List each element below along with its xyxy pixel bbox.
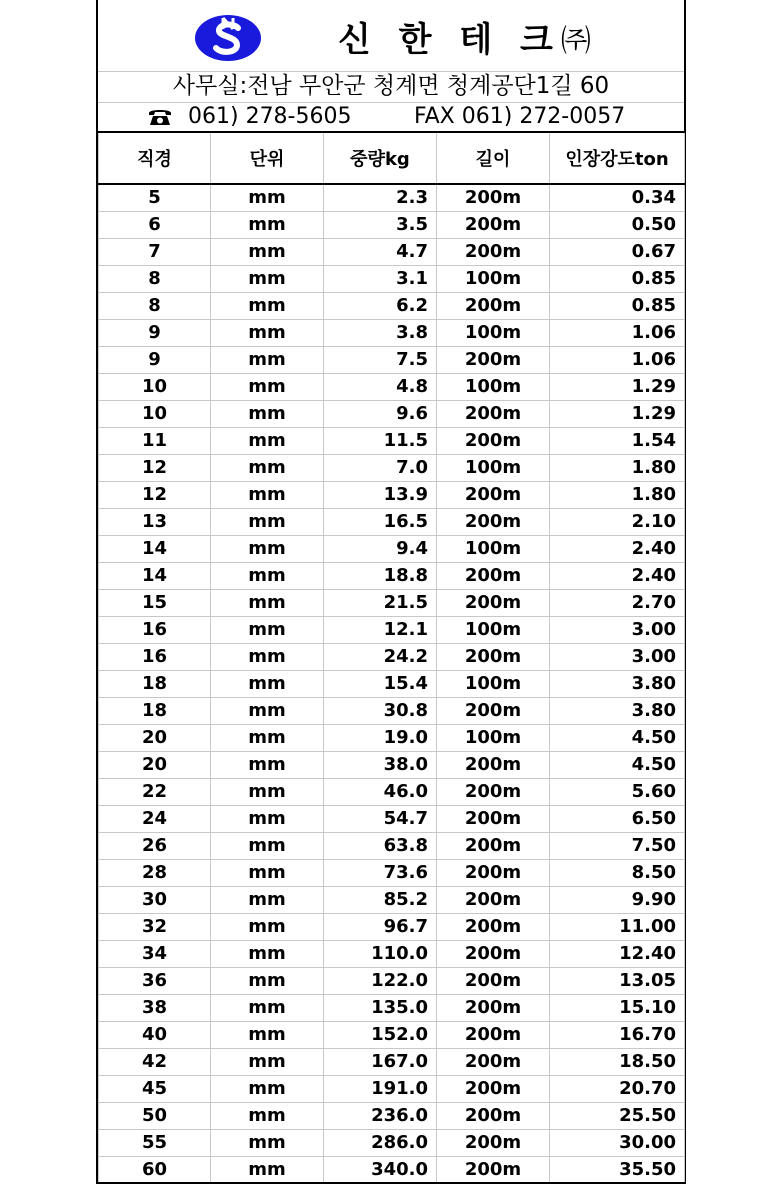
cell-tensile-strength: 0.85	[550, 292, 685, 319]
table-body	[99, 184, 685, 1183]
cell-unit: mm	[211, 886, 324, 913]
cell-tensile-strength: 4.50	[550, 724, 685, 751]
cell-unit: mm	[211, 913, 324, 940]
cell-weight: 11.5	[324, 427, 437, 454]
cell-tensile-strength: 5.60	[550, 778, 685, 805]
header-diameter: 직경	[99, 132, 211, 184]
table-row	[99, 1048, 685, 1075]
fax-number: FAX 061) 272-0057	[414, 104, 626, 129]
table-row	[99, 670, 685, 697]
company-name	[338, 12, 591, 61]
table-row	[99, 481, 685, 508]
cell-weight: 3.5	[324, 211, 437, 238]
cell-length: 100m	[437, 373, 550, 400]
header-tensile-strength: 인장강도ton	[550, 132, 685, 184]
cell-tensile-strength: 35.50	[550, 1156, 685, 1183]
spec-table	[98, 131, 685, 1184]
cell-weight: 96.7	[324, 913, 437, 940]
cell-weight: 4.7	[324, 238, 437, 265]
cell-length: 200m	[437, 427, 550, 454]
cell-length: 200m	[437, 211, 550, 238]
cell-tensile-strength: 20.70	[550, 1075, 685, 1102]
table-row	[99, 859, 685, 886]
cell-weight: 85.2	[324, 886, 437, 913]
cell-length: 100m	[437, 670, 550, 697]
cell-diameter: 20	[99, 751, 211, 778]
cell-diameter: 34	[99, 940, 211, 967]
cell-unit: mm	[211, 1102, 324, 1129]
table-row	[99, 616, 685, 643]
cell-tensile-strength: 1.29	[550, 400, 685, 427]
cell-weight: 13.9	[324, 481, 437, 508]
cell-unit: mm	[211, 508, 324, 535]
cell-unit: mm	[211, 211, 324, 238]
company-header	[98, 0, 684, 72]
table-row	[99, 508, 685, 535]
cell-tensile-strength: 0.50	[550, 211, 685, 238]
table-row	[99, 832, 685, 859]
cell-unit: mm	[211, 697, 324, 724]
table-row	[99, 886, 685, 913]
cell-tensile-strength: 8.50	[550, 859, 685, 886]
cell-length: 100m	[437, 265, 550, 292]
cell-tensile-strength: 2.40	[550, 535, 685, 562]
cell-diameter: 9	[99, 346, 211, 373]
table-row	[99, 346, 685, 373]
cell-tensile-strength: 1.80	[550, 481, 685, 508]
cell-diameter: 15	[99, 589, 211, 616]
cell-tensile-strength: 12.40	[550, 940, 685, 967]
cell-length: 200m	[437, 508, 550, 535]
cell-diameter: 11	[99, 427, 211, 454]
cell-unit: mm	[211, 589, 324, 616]
cell-diameter: 16	[99, 643, 211, 670]
cell-length: 200m	[437, 1048, 550, 1075]
cell-diameter: 10	[99, 400, 211, 427]
cell-tensile-strength: 0.67	[550, 238, 685, 265]
cell-diameter: 18	[99, 697, 211, 724]
cell-weight: 30.8	[324, 697, 437, 724]
cell-tensile-strength: 7.50	[550, 832, 685, 859]
table-row	[99, 1102, 685, 1129]
cell-unit: mm	[211, 184, 324, 211]
cell-tensile-strength: 0.85	[550, 265, 685, 292]
price-sheet	[96, 0, 686, 1184]
cell-tensile-strength: 3.80	[550, 670, 685, 697]
cell-length: 100m	[437, 319, 550, 346]
cell-unit: mm	[211, 535, 324, 562]
table-row	[99, 373, 685, 400]
cell-tensile-strength: 18.50	[550, 1048, 685, 1075]
cell-length: 200m	[437, 1129, 550, 1156]
cell-weight: 2.3	[324, 184, 437, 211]
cell-tensile-strength: 1.54	[550, 427, 685, 454]
cell-diameter: 14	[99, 562, 211, 589]
cell-weight: 54.7	[324, 805, 437, 832]
phone-icon	[148, 107, 172, 127]
cell-length: 200m	[437, 697, 550, 724]
cell-tensile-strength: 4.50	[550, 751, 685, 778]
cell-diameter: 32	[99, 913, 211, 940]
cell-tensile-strength: 15.10	[550, 994, 685, 1021]
cell-length: 100m	[437, 616, 550, 643]
cell-unit: mm	[211, 751, 324, 778]
cell-tensile-strength: 1.80	[550, 454, 685, 481]
table-row	[99, 643, 685, 670]
table-row	[99, 562, 685, 589]
cell-unit: mm	[211, 427, 324, 454]
table-row	[99, 967, 685, 994]
cell-diameter: 13	[99, 508, 211, 535]
cell-unit: mm	[211, 562, 324, 589]
cell-diameter: 9	[99, 319, 211, 346]
cell-diameter: 12	[99, 481, 211, 508]
cell-weight: 9.4	[324, 535, 437, 562]
cell-length: 100m	[437, 724, 550, 751]
cell-tensile-strength: 1.06	[550, 346, 685, 373]
cell-unit: mm	[211, 940, 324, 967]
cell-tensile-strength: 9.90	[550, 886, 685, 913]
table-row	[99, 1156, 685, 1183]
cell-diameter: 12	[99, 454, 211, 481]
cell-weight: 4.8	[324, 373, 437, 400]
header-length: 길이	[437, 132, 550, 184]
cell-unit: mm	[211, 616, 324, 643]
cell-length: 200m	[437, 184, 550, 211]
table-row	[99, 805, 685, 832]
cell-weight: 73.6	[324, 859, 437, 886]
header-weight: 중량kg	[324, 132, 437, 184]
cell-unit: mm	[211, 481, 324, 508]
cell-weight: 9.6	[324, 400, 437, 427]
cell-length: 200m	[437, 1102, 550, 1129]
address-line: 사무실:전남 무안군 청계면 청계공단1길 60	[98, 71, 684, 103]
cell-length: 200m	[437, 562, 550, 589]
phone-number: 061) 278-5605	[188, 104, 352, 129]
cell-weight: 46.0	[324, 778, 437, 805]
table-row	[99, 184, 685, 211]
cell-diameter: 8	[99, 265, 211, 292]
cell-diameter: 38	[99, 994, 211, 1021]
cell-unit: mm	[211, 319, 324, 346]
cell-weight: 3.8	[324, 319, 437, 346]
cell-diameter: 30	[99, 886, 211, 913]
cell-tensile-strength: 3.00	[550, 643, 685, 670]
cell-unit: mm	[211, 778, 324, 805]
cell-unit: mm	[211, 292, 324, 319]
header-unit: 단위	[211, 132, 324, 184]
table-row	[99, 724, 685, 751]
cell-tensile-strength: 25.50	[550, 1102, 685, 1129]
cell-length: 200m	[437, 967, 550, 994]
cell-length: 200m	[437, 994, 550, 1021]
cell-tensile-strength: 2.70	[550, 589, 685, 616]
cell-weight: 12.1	[324, 616, 437, 643]
table-row	[99, 319, 685, 346]
cell-length: 100m	[437, 535, 550, 562]
cell-length: 200m	[437, 859, 550, 886]
sn-logo-icon	[194, 14, 262, 62]
cell-unit: mm	[211, 1021, 324, 1048]
table-row	[99, 994, 685, 1021]
cell-weight: 7.5	[324, 346, 437, 373]
cell-weight: 21.5	[324, 589, 437, 616]
cell-unit: mm	[211, 400, 324, 427]
cell-tensile-strength: 6.50	[550, 805, 685, 832]
cell-weight: 19.0	[324, 724, 437, 751]
table-row	[99, 697, 685, 724]
cell-tensile-strength: 3.80	[550, 697, 685, 724]
cell-unit: mm	[211, 724, 324, 751]
cell-weight: 152.0	[324, 1021, 437, 1048]
cell-length: 200m	[437, 886, 550, 913]
table-row	[99, 535, 685, 562]
cell-tensile-strength: 2.10	[550, 508, 685, 535]
cell-unit: mm	[211, 832, 324, 859]
cell-length: 200m	[437, 346, 550, 373]
cell-length: 200m	[437, 643, 550, 670]
cell-diameter: 60	[99, 1156, 211, 1183]
cell-diameter: 18	[99, 670, 211, 697]
cell-tensile-strength: 0.34	[550, 184, 685, 211]
cell-tensile-strength: 1.06	[550, 319, 685, 346]
cell-diameter: 36	[99, 967, 211, 994]
cell-diameter: 5	[99, 184, 211, 211]
cell-unit: mm	[211, 994, 324, 1021]
cell-unit: mm	[211, 454, 324, 481]
cell-tensile-strength: 16.70	[550, 1021, 685, 1048]
cell-unit: mm	[211, 967, 324, 994]
cell-length: 200m	[437, 778, 550, 805]
cell-unit: mm	[211, 346, 324, 373]
cell-weight: 24.2	[324, 643, 437, 670]
table-row	[99, 292, 685, 319]
cell-unit: mm	[211, 643, 324, 670]
cell-diameter: 22	[99, 778, 211, 805]
cell-diameter: 8	[99, 292, 211, 319]
cell-diameter: 50	[99, 1102, 211, 1129]
cell-length: 200m	[437, 1075, 550, 1102]
cell-diameter: 55	[99, 1129, 211, 1156]
cell-diameter: 10	[99, 373, 211, 400]
cell-diameter: 24	[99, 805, 211, 832]
cell-diameter: 20	[99, 724, 211, 751]
cell-weight: 340.0	[324, 1156, 437, 1183]
cell-weight: 16.5	[324, 508, 437, 535]
cell-weight: 167.0	[324, 1048, 437, 1075]
table-row	[99, 265, 685, 292]
cell-unit: mm	[211, 1129, 324, 1156]
table-row	[99, 751, 685, 778]
cell-weight: 63.8	[324, 832, 437, 859]
cell-weight: 236.0	[324, 1102, 437, 1129]
cell-length: 200m	[437, 805, 550, 832]
cell-weight: 3.1	[324, 265, 437, 292]
cell-unit: mm	[211, 1075, 324, 1102]
cell-length: 200m	[437, 292, 550, 319]
cell-diameter: 42	[99, 1048, 211, 1075]
cell-diameter: 16	[99, 616, 211, 643]
cell-weight: 191.0	[324, 1075, 437, 1102]
cell-length: 200m	[437, 913, 550, 940]
cell-weight: 122.0	[324, 967, 437, 994]
cell-diameter: 6	[99, 211, 211, 238]
cell-length: 200m	[437, 1021, 550, 1048]
cell-length: 200m	[437, 1156, 550, 1183]
cell-tensile-strength: 3.00	[550, 616, 685, 643]
cell-diameter: 40	[99, 1021, 211, 1048]
cell-tensile-strength: 1.29	[550, 373, 685, 400]
table-row	[99, 1075, 685, 1102]
cell-weight: 15.4	[324, 670, 437, 697]
cell-weight: 6.2	[324, 292, 437, 319]
cell-diameter: 28	[99, 859, 211, 886]
cell-length: 100m	[437, 454, 550, 481]
cell-length: 200m	[437, 832, 550, 859]
contact-line	[98, 102, 684, 131]
cell-unit: mm	[211, 859, 324, 886]
table-row	[99, 454, 685, 481]
cell-tensile-strength: 30.00	[550, 1129, 685, 1156]
table-row	[99, 589, 685, 616]
cell-unit: mm	[211, 670, 324, 697]
cell-tensile-strength: 11.00	[550, 913, 685, 940]
table-row	[99, 1021, 685, 1048]
cell-length: 200m	[437, 400, 550, 427]
cell-unit: mm	[211, 805, 324, 832]
cell-weight: 135.0	[324, 994, 437, 1021]
company-name-text: 신 한 테 크	[338, 20, 561, 60]
cell-tensile-strength: 13.05	[550, 967, 685, 994]
cell-diameter: 14	[99, 535, 211, 562]
table-header-row	[99, 132, 685, 184]
cell-weight: 18.8	[324, 562, 437, 589]
cell-tensile-strength: 2.40	[550, 562, 685, 589]
table-row	[99, 913, 685, 940]
cell-weight: 7.0	[324, 454, 437, 481]
cell-length: 200m	[437, 238, 550, 265]
table-row	[99, 940, 685, 967]
company-suffix: ㈜	[560, 24, 591, 59]
table-row	[99, 211, 685, 238]
cell-length: 200m	[437, 940, 550, 967]
table-row	[99, 427, 685, 454]
table-row	[99, 1129, 685, 1156]
cell-unit: mm	[211, 373, 324, 400]
cell-diameter: 7	[99, 238, 211, 265]
cell-length: 200m	[437, 751, 550, 778]
cell-length: 200m	[437, 481, 550, 508]
cell-weight: 110.0	[324, 940, 437, 967]
table-row	[99, 238, 685, 265]
table-row	[99, 778, 685, 805]
cell-unit: mm	[211, 265, 324, 292]
table-row	[99, 400, 685, 427]
cell-unit: mm	[211, 1048, 324, 1075]
cell-unit: mm	[211, 238, 324, 265]
cell-unit: mm	[211, 1156, 324, 1183]
cell-diameter: 26	[99, 832, 211, 859]
cell-length: 200m	[437, 589, 550, 616]
cell-weight: 286.0	[324, 1129, 437, 1156]
cell-diameter: 45	[99, 1075, 211, 1102]
cell-weight: 38.0	[324, 751, 437, 778]
